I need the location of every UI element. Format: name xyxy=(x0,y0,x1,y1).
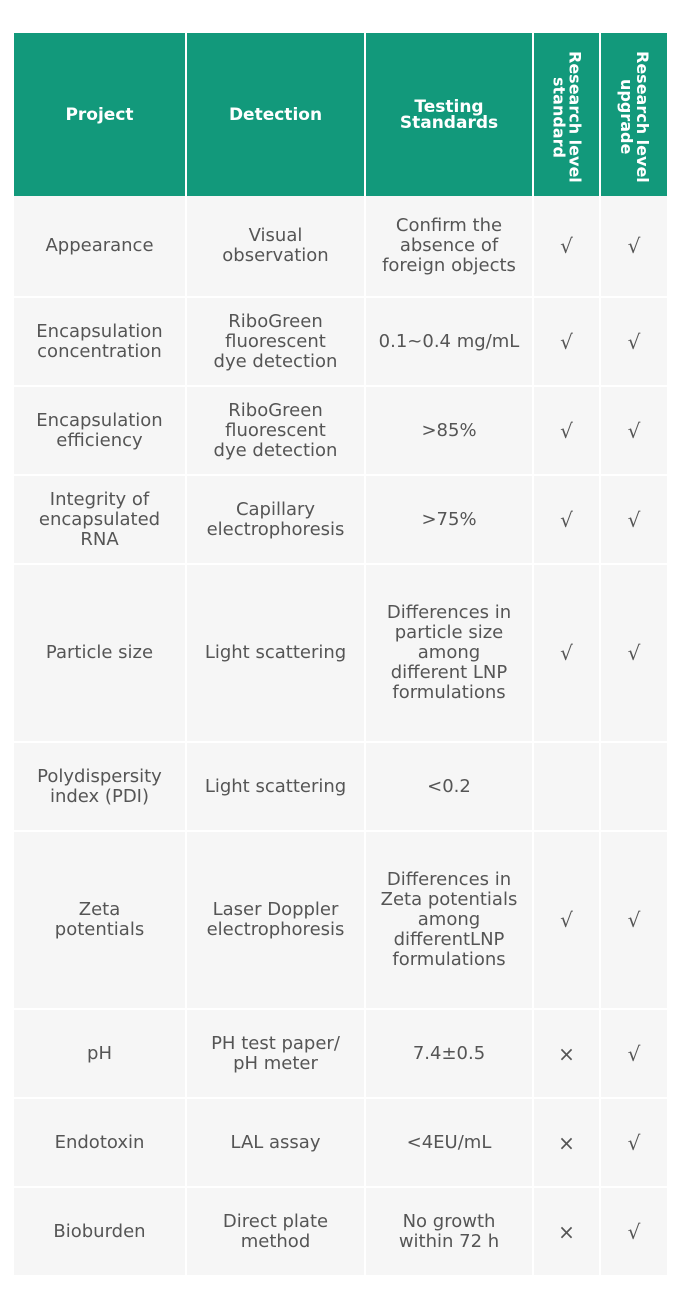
cell-standard: >75% xyxy=(365,475,533,564)
table-row xyxy=(14,1098,667,1187)
cell-project: Appearance xyxy=(14,196,186,297)
cell-detection: Capillary electrophoresis xyxy=(186,475,365,564)
table-row xyxy=(14,475,667,564)
cell-research-upgrade-mark: √ xyxy=(600,196,667,297)
cell-project: Bioburden xyxy=(14,1187,186,1276)
cell-project: Particle size xyxy=(14,564,186,742)
cell-project: Encapsulation efficiency xyxy=(14,386,186,475)
cell-research-upgrade-mark: √ xyxy=(600,386,667,475)
cell-detection: PH test paper/ pH meter xyxy=(186,1009,365,1098)
cell-research-upgrade-mark: √ xyxy=(600,1009,667,1098)
cell-detection: Light scattering xyxy=(186,564,365,742)
cell-research-upgrade-mark: √ xyxy=(600,564,667,742)
cell-research-upgrade-mark: √ xyxy=(600,475,667,564)
cell-detection: RiboGreen fluorescent dye detection xyxy=(186,386,365,475)
header-research-level-upgrade: Research level upgrade xyxy=(600,33,667,196)
cell-project: Zeta potentials xyxy=(14,831,186,1009)
cell-project: Endotoxin xyxy=(14,1098,186,1187)
table-row xyxy=(14,742,667,831)
table-row xyxy=(14,1009,667,1098)
table-header-row xyxy=(14,33,667,196)
header-detection: Detection xyxy=(186,33,365,196)
cell-research-standard-mark: × xyxy=(533,1098,600,1187)
table-row xyxy=(14,297,667,386)
qc-specification-table xyxy=(14,33,667,1277)
cell-detection: RiboGreen fluorescent dye detection xyxy=(186,297,365,386)
cell-research-upgrade-mark: √ xyxy=(600,1098,667,1187)
cell-detection: Light scattering xyxy=(186,742,365,831)
cell-standard: Differences in particle size among different LNP formulations xyxy=(365,564,533,742)
header-testing-standards: Testing Standards xyxy=(365,33,533,196)
cell-detection: Direct plate method xyxy=(186,1187,365,1276)
table-row xyxy=(14,196,667,297)
cell-research-standard-mark: √ xyxy=(533,475,600,564)
cell-project: pH xyxy=(14,1009,186,1098)
cell-research-standard-mark xyxy=(533,742,600,831)
cell-research-standard-mark: × xyxy=(533,1009,600,1098)
cell-standard: No growth within 72 h xyxy=(365,1187,533,1276)
cell-standard: 0.1~0.4 mg/mL xyxy=(365,297,533,386)
table-row xyxy=(14,386,667,475)
cell-research-standard-mark: √ xyxy=(533,196,600,297)
cell-research-standard-mark: × xyxy=(533,1187,600,1276)
cell-research-upgrade-mark: √ xyxy=(600,831,667,1009)
cell-standard: >85% xyxy=(365,386,533,475)
cell-detection: Visual observation xyxy=(186,196,365,297)
cell-research-standard-mark: √ xyxy=(533,297,600,386)
header-research-level-standard: Research level standard xyxy=(533,33,600,196)
table-row xyxy=(14,831,667,1009)
cell-detection: Laser Doppler electrophoresis xyxy=(186,831,365,1009)
table-row xyxy=(14,1187,667,1276)
cell-standard: Differences in Zeta potentials among differentLNP formulations xyxy=(365,831,533,1009)
table-row xyxy=(14,564,667,742)
cell-detection: LAL assay xyxy=(186,1098,365,1187)
cell-research-upgrade-mark xyxy=(600,742,667,831)
cell-project: Integrity of encapsulated RNA xyxy=(14,475,186,564)
cell-standard: 7.4±0.5 xyxy=(365,1009,533,1098)
cell-research-standard-mark: √ xyxy=(533,564,600,742)
cell-standard: Confirm the absence of foreign objects xyxy=(365,196,533,297)
cell-standard: <4EU/mL xyxy=(365,1098,533,1187)
cell-project: Encapsulation concentration xyxy=(14,297,186,386)
cell-research-upgrade-mark: √ xyxy=(600,1187,667,1276)
header-project: Project xyxy=(14,33,186,196)
cell-standard: <0.2 xyxy=(365,742,533,831)
cell-research-standard-mark: √ xyxy=(533,831,600,1009)
cell-research-standard-mark: √ xyxy=(533,386,600,475)
cell-research-upgrade-mark: √ xyxy=(600,297,667,386)
cell-project: Polydispersity index (PDI) xyxy=(14,742,186,831)
